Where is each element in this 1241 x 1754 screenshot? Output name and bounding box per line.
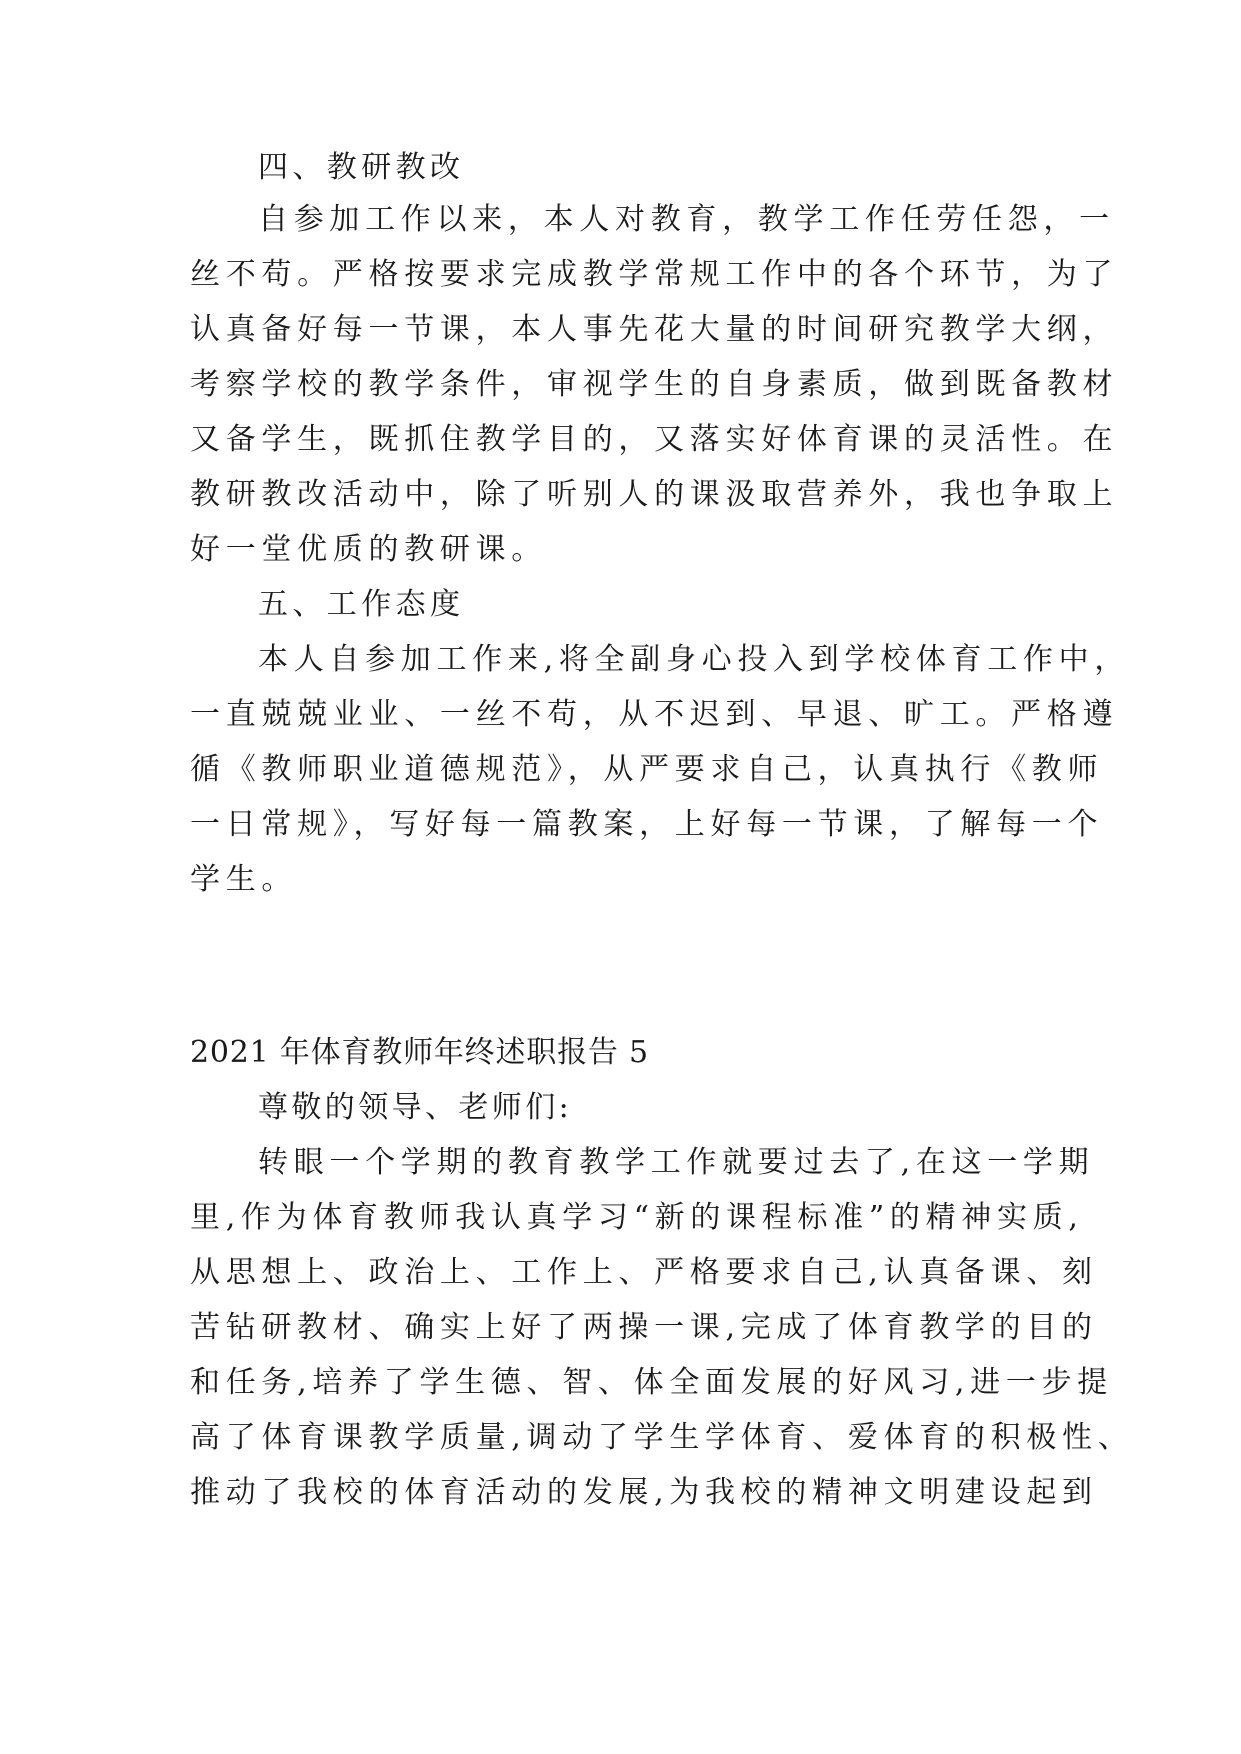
paragraph-line: 转眼一个学期的教育教学工作就要过去了,在这一学期	[258, 1145, 1095, 1180]
paragraph-line: 考察学校的教学条件，审视学生的自身素质，做到既备教材	[190, 367, 1119, 402]
paragraph-line: 苦钻研教材、确实上好了两操一课,完成了体育教学的目的	[190, 1310, 1098, 1345]
greeting: 尊敬的领导、老师们:	[258, 1090, 573, 1125]
paragraph-line: 和任务,培养了学生德、智、体全面发展的好风习,进一步提	[190, 1365, 1113, 1400]
section-heading-research: 四、教研教改	[258, 150, 465, 185]
paragraph-line: 自参加工作以来，本人对教育，教学工作任劳任怨，一	[258, 202, 1115, 237]
paragraph-line: 学生。	[190, 862, 298, 897]
paragraph-line: 一直兢兢业业、一丝不苟，从不迟到、早退、旷工。严格遵	[190, 697, 1119, 732]
paragraph-line: 推动了我校的体育活动的发展,为我校的精神文明建设起到	[190, 1475, 1098, 1510]
paragraph-line: 从思想上、政治上、工作上、严格要求自己,认真备课、刻	[190, 1255, 1098, 1290]
paragraph-line: 又备学生，既抓住教学目的，又落实好体育课的灵活性。在	[190, 422, 1119, 457]
paragraph-line: 循《教师职业道德规范》，从严要求自己，认真执行《教师	[190, 752, 1104, 787]
report-title: 2021 年体育教师年终述职报告 5	[190, 1035, 649, 1070]
paragraph-line: 一日常规》，写好每一篇教案，上好每一节课，了解每一个	[190, 807, 1104, 842]
paragraph-line: 高了体育课教学质量,调动了学生学体育、爱体育的积极性、	[190, 1420, 1134, 1455]
paragraph-line: 本人自参加工作来,将全副身心投入到学校体育工作中，	[258, 642, 1131, 677]
paragraph-line: 认真备好每一节课，本人事先花大量的时间研究教学大纲，	[190, 312, 1119, 347]
paragraph-line: 丝不苟。严格按要求完成教学常规工作中的各个环节，为了	[190, 257, 1119, 292]
paragraph-line: 好一堂优质的教研课。	[190, 532, 547, 567]
paragraph-line: 里,作为体育教师我认真学习“新的课程标准”的精神实质,	[190, 1200, 1084, 1235]
paragraph-line: 教研教改活动中，除了听别人的课汲取营养外，我也争取上	[190, 477, 1119, 512]
section-heading-attitude: 五、工作态度	[258, 587, 465, 622]
